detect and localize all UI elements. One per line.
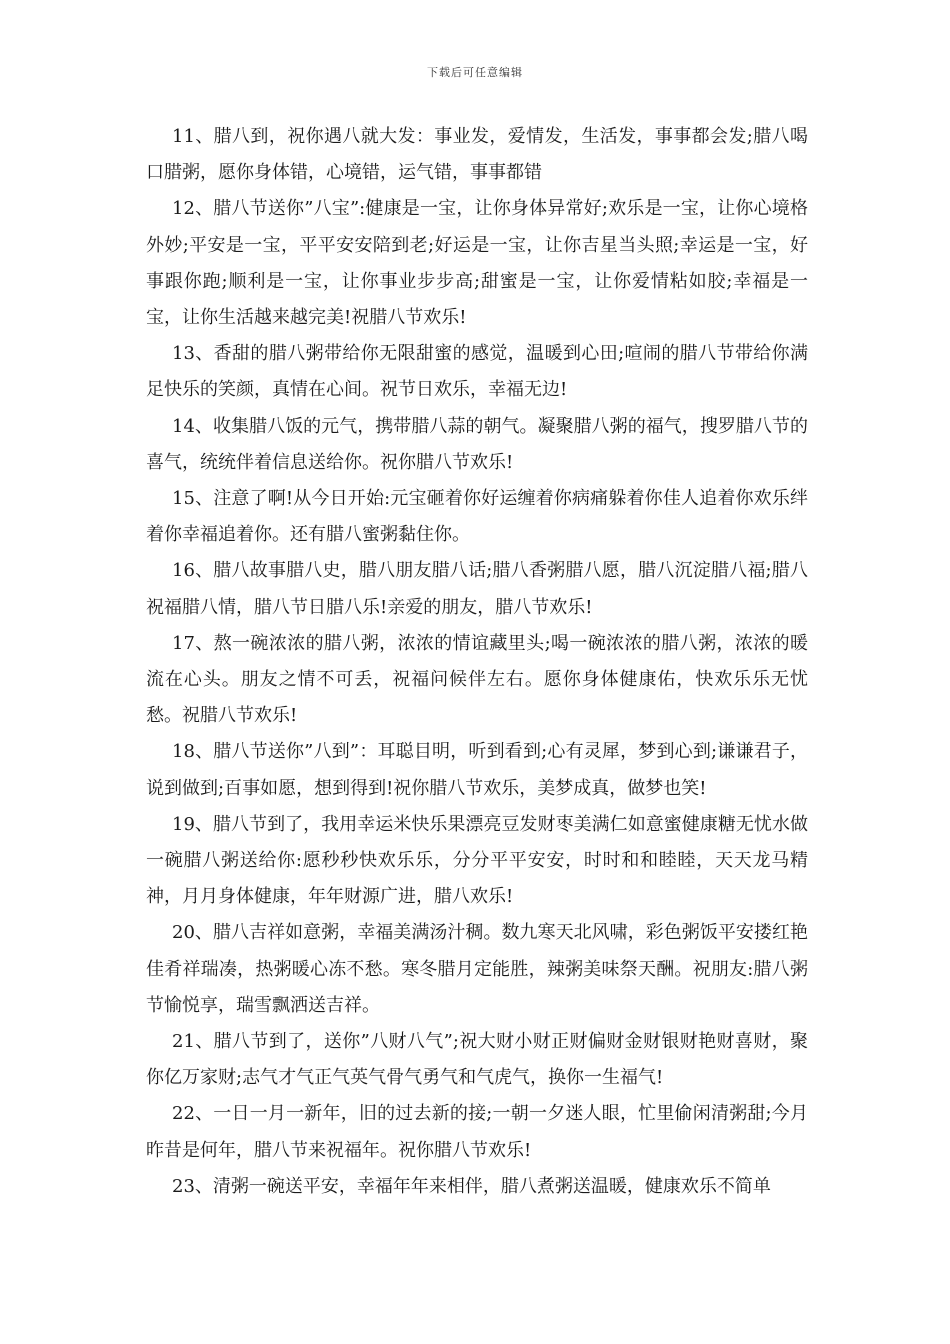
paragraph-23: 23、清粥一碗送平安，幸福年年来相伴，腊八煮粥送温暖，健康欢乐不简单 [172, 1175, 771, 1197]
paragraph-12: 12、腊八节送你”八宝”:健康是一宝，让你身体异常好;欢乐是一宝，让你心境格外妙;平安是一宝，平平安安陪到老;好运是一宝，让你吉星当头照;幸运是一宝，好事跟你跑;顺利是一宝，让你事业步步高;甜蜜是一宝，让你爱情粘如胶;幸福是一宝，让你生活越来越完美!祝腊八节欢乐! [146, 198, 808, 329]
paragraph-20: 20、腊八吉祥如意粥，幸福美满汤汁稠。数九寒天北风啸，彩色粥饭平安搂红艳佳肴祥瑞凑，热粥暖心冻不愁。寒冬腊月定能胜，辣粥美味祭天酬。祝朋友:腊八粥节愉悦享，瑞雪飘洒送吉祥。 [146, 922, 808, 1016]
paragraph-16: 16、腊八故事腊八史，腊八朋友腊八话;腊八香粥腊八愿，腊八沉淀腊八福;腊八祝福腊八情，腊八节日腊八乐!亲爱的朋友，腊八节欢乐! [146, 560, 808, 618]
paragraph-13: 13、香甜的腊八粥带给你无限甜蜜的感觉，温暖到心田;喧闹的腊八节带给你满足快乐的笑颜，真情在心间。祝节日欢乐，幸福无边! [146, 343, 808, 401]
document-body [146, 119, 808, 1205]
page-header: 下载后可任意编辑 [427, 66, 523, 79]
paragraph-15: 15、注意了啊!从今日开始:元宝砸着你好运缠着你病痛躲着你佳人追着你欢乐绊着你幸福追着你。还有腊八蜜粥黏住你。 [146, 488, 808, 546]
paragraph-18: 18、腊八节送你”八到”：耳聪目明，听到看到;心有灵犀，梦到心到;谦谦君子，说到做到;百事如愿，想到得到!祝你腊八节欢乐，美梦成真，做梦也笑! [146, 741, 808, 799]
paragraph-17: 17、熬一碗浓浓的腊八粥，浓浓的情谊藏里头;喝一碗浓浓的腊八粥，浓浓的暖流在心头。朋友之情不可丢，祝福问候伴左右。愿你身体健康佑，快欢乐乐无忧愁。祝腊八节欢乐! [146, 632, 808, 727]
paragraph-11: 11、腊八到，祝你遇八就大发：事业发，爱情发，生活发，事事都会发;腊八喝口腊粥，愿你身体错，心境错，运气错，事事都错 [146, 126, 808, 184]
paragraph-22: 22、一日一月一新年，旧的过去新的接;一朝一夕迷人眼，忙里偷闲清粥甜;今月昨昔是何年，腊八节来祝福年。祝你腊八节欢乐! [146, 1103, 808, 1161]
paragraph-19: 19、腊八节到了，我用幸运米快乐果漂亮豆发财枣美满仁如意蜜健康糖无忧水做一碗腊八粥送给你:愿秒秒快欢乐乐，分分平平安安，时时和和睦睦，天天龙马精神，月月身体健康，年年财源广进，腊八欢乐! [146, 813, 808, 908]
paragraph-14: 14、收集腊八饭的元气，携带腊八蒜的朝气。凝聚腊八粥的福气，搜罗腊八节的喜气，统统伴着信息送给你。祝你腊八节欢乐! [146, 415, 808, 473]
paragraph-21: 21、腊八节到了，送你”八财八气”;祝大财小财正财偏财金财银财艳财喜财，聚你亿万家财;志气才气正气英气骨气勇气和气虎气，换你一生福气! [146, 1031, 808, 1089]
